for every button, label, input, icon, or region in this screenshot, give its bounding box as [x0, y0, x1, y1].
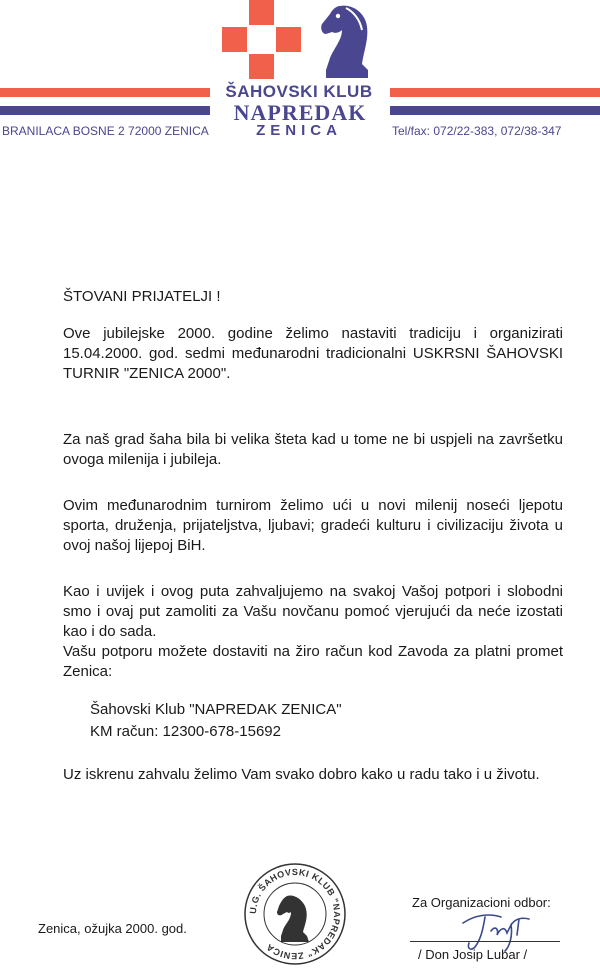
header-stripe-red-left	[0, 88, 210, 97]
club-name-line2: NAPREDAK	[233, 100, 367, 125]
account-name: Šahovski Klub "NAPREDAK ZENICA"	[90, 701, 342, 718]
letter-paragraph-1: Ove jubilejske 2000. godine želimo nastaviti tradiciju i organizirati 15.04.2000. god. sedmi međunarodni tradicionalni USKRSNI ŠAHOVSKI TURNIR "ZENICA 2000".	[63, 325, 563, 382]
letter-greeting: ŠTOVANI PRIJATELJI !	[63, 288, 221, 305]
letter-paragraph-2: Za naš grad šaha bila bi velika šteta kad u tome ne bi uspjeli na završetku ovoga milenija i jubileja.	[63, 431, 563, 468]
stamp-text: U.G. ŠAHOVSKI KLUB "NAPREDAK" ZENICA	[247, 866, 343, 962]
letter-paragraph-3: Ovim međunarodnim turnirom želimo ući u novi milenij noseći ljepotu sporta, druženja, prijateljstva, ljubavi; gradeći kulturu i civilizaciju života u ovoj našoj lijepoj BiH.	[63, 497, 563, 554]
header-stripe-blue-right	[390, 106, 600, 115]
header-stripe-red-right	[390, 88, 600, 97]
knight-chess-icon	[318, 2, 376, 80]
letter-closing: Uz iskrenu zahvalu želimo Vam svako dobro kako u radu tako i u životu.	[63, 766, 540, 783]
place-date: Zenica, ožujka 2000. god.	[38, 921, 187, 936]
letter-paragraph-4	[63, 582, 563, 682]
committee-label: Za Organizacioni odbor:	[412, 895, 551, 910]
checkerboard-logo	[222, 0, 302, 80]
club-phone: Tel/fax: 072/22-383, 072/38-347	[392, 124, 562, 138]
club-name-line3: ZENICA	[256, 122, 342, 139]
club-name-line1: ŠAHOVSKI KLUB	[225, 82, 373, 101]
letter-paragraph-5-text: Vašu potporu možete dostaviti na žiro račun kod Zavoda za platni promet Zenica:	[63, 643, 563, 680]
header-stripe-blue-left	[0, 106, 210, 115]
signature-line	[410, 941, 560, 942]
club-address: BRANILACA BOSNE 2 72000 ZENICA	[2, 124, 209, 138]
signer-name: / Don Josip Lubar /	[418, 947, 528, 962]
account-number: KM račun: 12300-678-15692	[90, 723, 281, 740]
club-stamp	[243, 862, 347, 966]
letter-paragraph-4-text: Kao i uvijek i ovog puta zahvaljujemo na svakoj Vašoj potpori i slobodni smo i ovaj put zamoliti za Vašu novčanu pomoć vjerujući da neće izostati kao i do sada.	[63, 583, 563, 640]
